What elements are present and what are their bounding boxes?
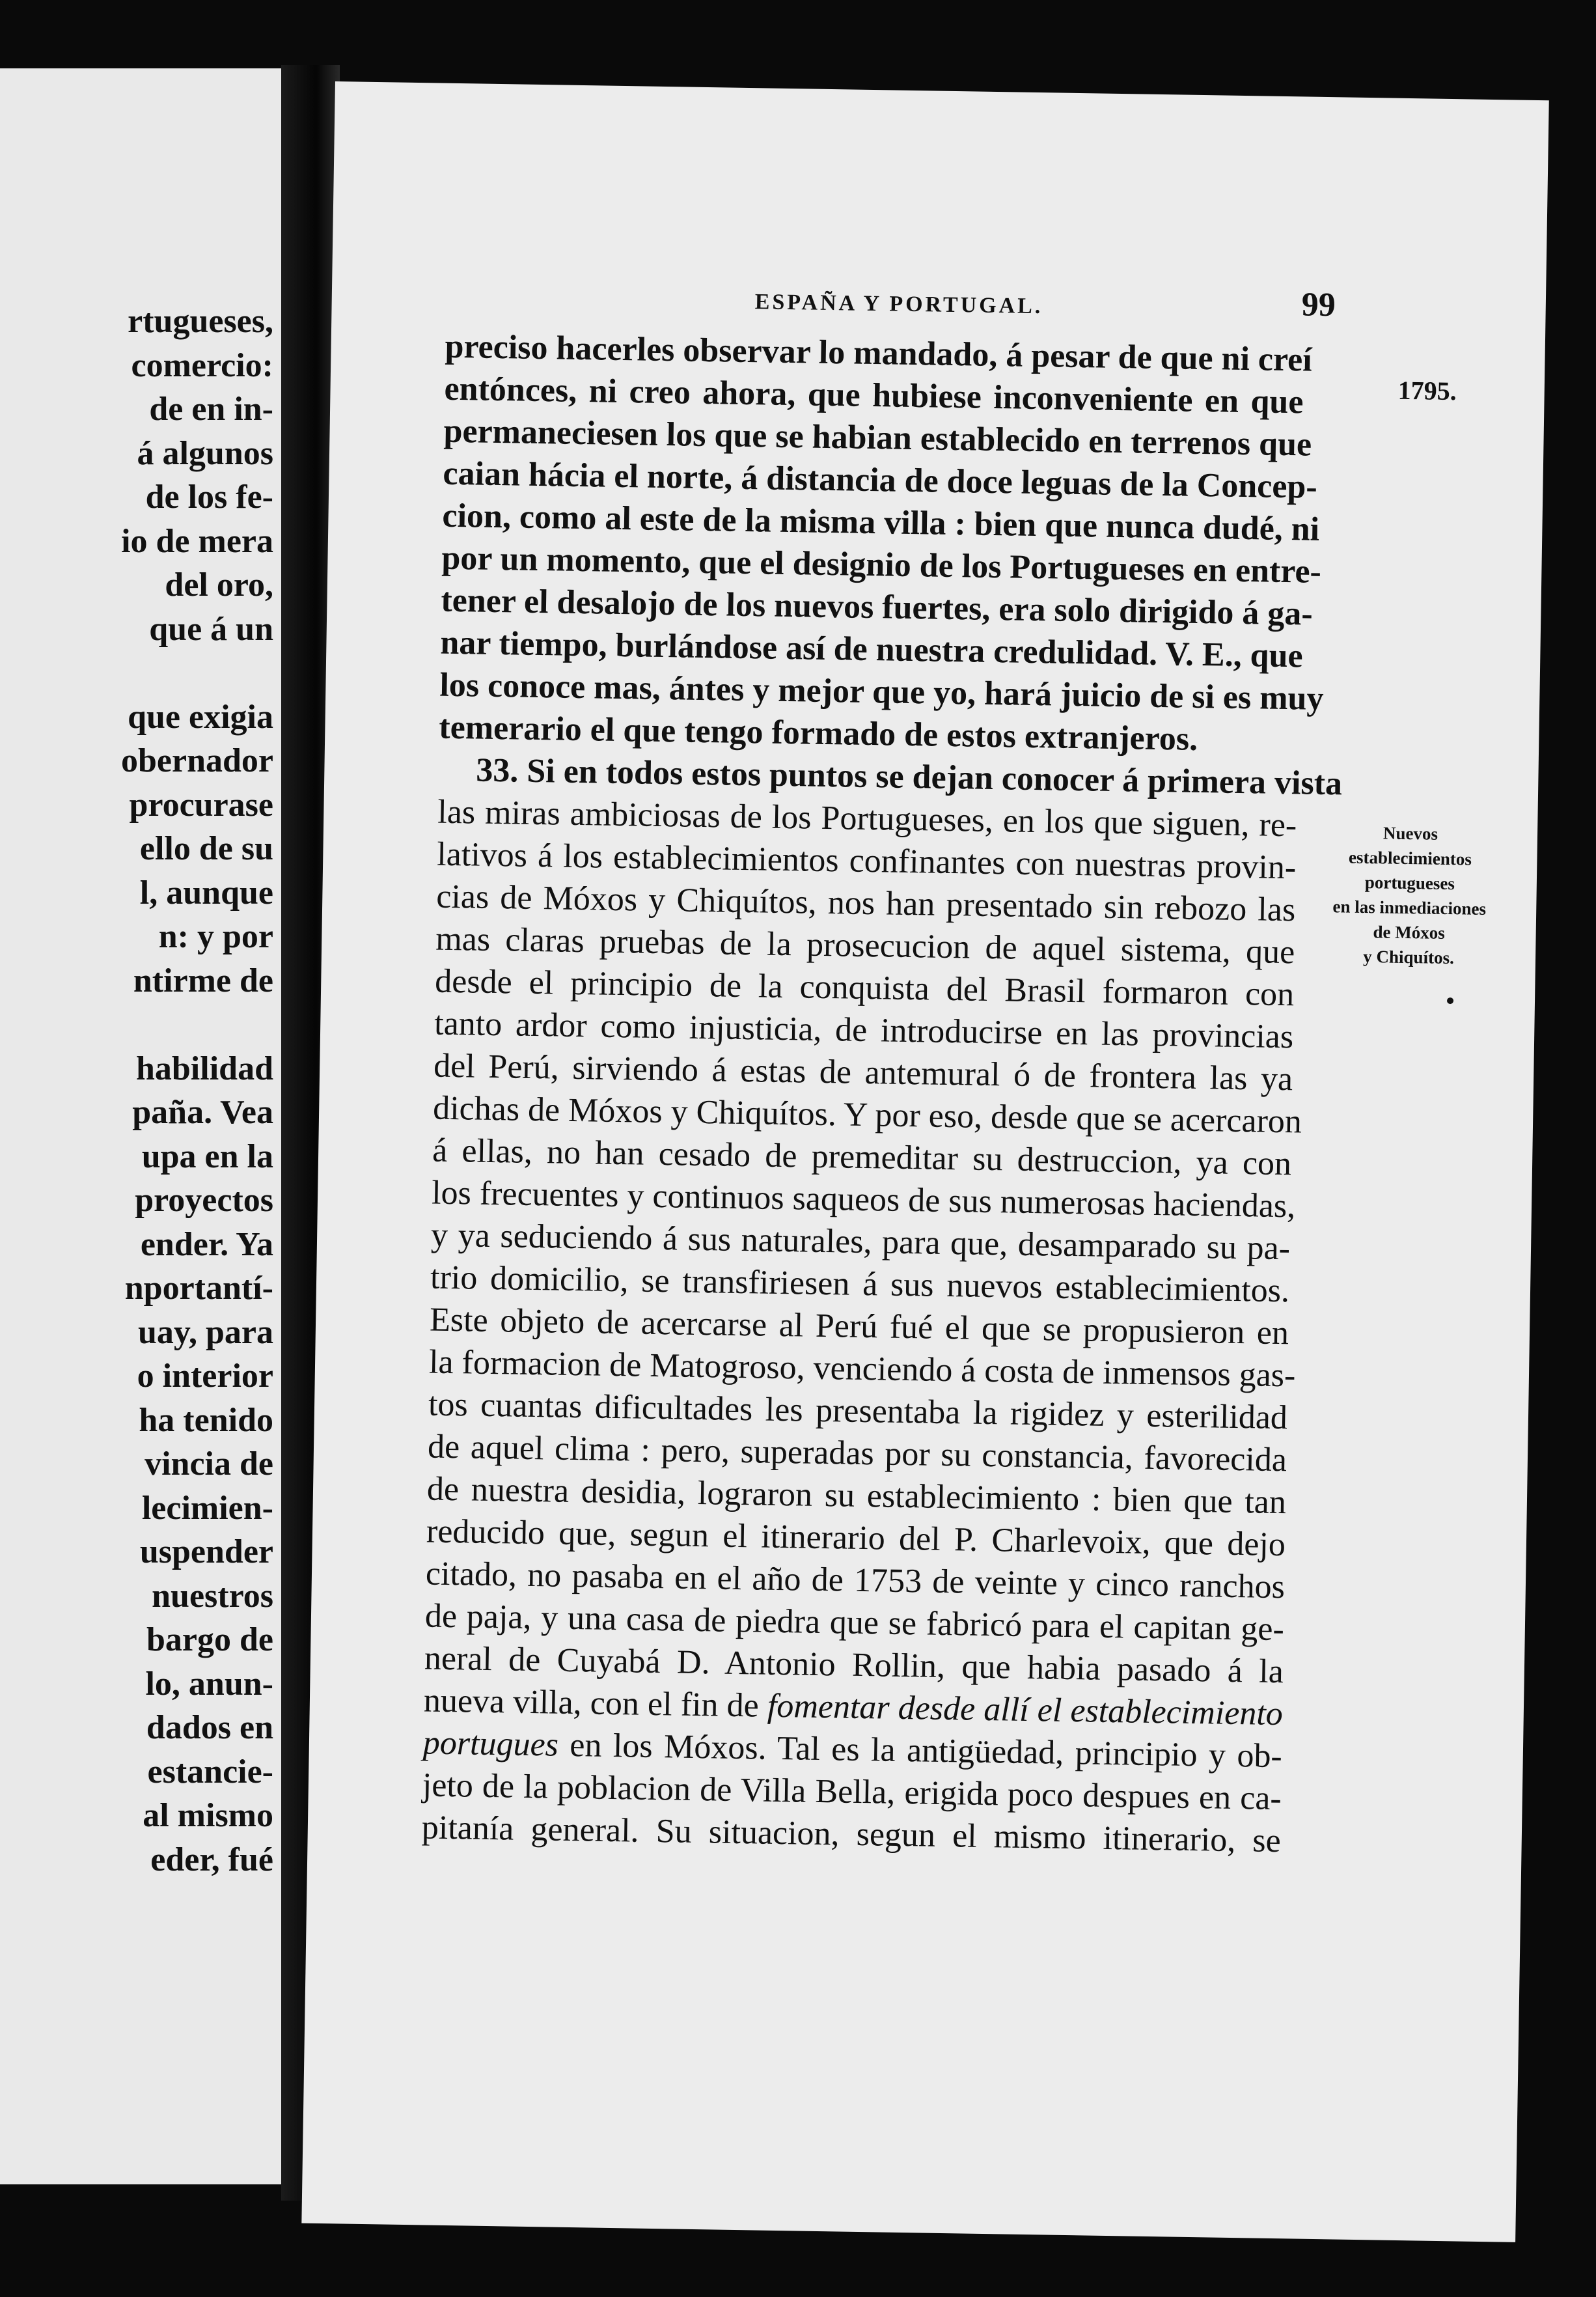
left-page-line xyxy=(0,651,273,695)
text-line: reducido que, segun el itinerario del P. Charlevoix, que dejo xyxy=(426,1512,1286,1564)
left-page-line: paña. Vea xyxy=(132,1094,273,1131)
text-line: dichas de Móxos y Chiquítos. Y por eso, desde que se acercaron xyxy=(432,1089,1302,1141)
left-page-line xyxy=(0,1003,273,1047)
text-line: tener el desalojo de los nuevos fuertes, era solo dirigido á ga- xyxy=(441,581,1314,633)
text-line: tos cuantas dificultades les presentaba la rigidez y esterilidad xyxy=(428,1385,1288,1437)
text-line: de nuestra desidia, lograron su establecimiento : bien que tan xyxy=(426,1470,1287,1522)
text-line: temerario el que tengo formado de estos extranjeros. xyxy=(438,708,1198,758)
text-line: lativos á los establecimientos confinantes con nuestras provin- xyxy=(436,835,1297,887)
left-page-line: proyectos xyxy=(135,1182,273,1219)
left-page-line: upa en la xyxy=(141,1137,273,1175)
text-line: tanto ardor como injusticia, de introducirse en las provincias xyxy=(433,1005,1294,1056)
left-page-line: que á un xyxy=(149,610,273,648)
text-line: mas claras pruebas de la prosecucion de aquel sistema, que xyxy=(435,920,1295,971)
left-page-line: al mismo xyxy=(143,1797,273,1834)
left-page-line: que exigia xyxy=(128,698,273,736)
text-line: los frecuentes y continuos saqueos de sus numerosas haciendas, xyxy=(431,1174,1296,1225)
left-page-line: procurase xyxy=(129,786,273,824)
left-page-line: vincia de xyxy=(144,1445,273,1483)
body-text xyxy=(421,326,1343,1862)
text-line: pitanía general. Su situacion, segun el mismo itinerario, se xyxy=(421,1809,1282,1860)
left-page-line: o interior xyxy=(137,1357,273,1395)
text-fragment: en los Móxos. Tal es la antigüedad, principio y ob- xyxy=(569,1726,1283,1775)
text-line: por un momento, que el designio de los Portugueses en entre- xyxy=(441,539,1322,591)
text-line: jeto de la poblacion de Villa Bella, erigida poco despues en ca- xyxy=(422,1766,1282,1818)
left-page-line: ender. Ya xyxy=(140,1225,273,1263)
left-page-line: ello de su xyxy=(139,830,273,867)
left-page-line: dados en xyxy=(146,1709,273,1746)
text-line: los conoce mas, ántes y mejor que yo, hará juicio de si es muy xyxy=(439,666,1324,717)
left-page-line: ntirme de xyxy=(133,962,273,999)
text-line: y ya seduciendo á sus naturales, para que, desamparado su pa- xyxy=(430,1216,1291,1268)
text-line: permaneciesen los que se habian establecido en terrenos que xyxy=(443,412,1312,464)
left-page-line: rtugueses, xyxy=(128,303,273,340)
left-page-line: bargo de xyxy=(146,1621,273,1658)
marginal-note-line: en las inmediaciones xyxy=(1332,897,1487,919)
text-line: preciso hacerles observar lo mandado, á pesar de que ni creí xyxy=(445,327,1313,379)
left-page-line: de los fe- xyxy=(145,479,273,516)
left-page-line: nportantí- xyxy=(124,1270,273,1307)
left-facing-page xyxy=(0,68,281,2184)
page-number: 99 xyxy=(1301,286,1336,324)
left-page-line: á algunos xyxy=(137,434,273,472)
text-line: á ellas, no han cesado de premeditar su destruccion, ya con xyxy=(432,1132,1292,1183)
left-page-line: de en in- xyxy=(149,391,273,428)
marginal-note xyxy=(1311,820,1509,971)
text-line: del Perú, sirviendo á estas de antemural ó de frontera las ya xyxy=(433,1047,1293,1098)
italic-quote: fomentar desde allí el establecimiento xyxy=(767,1687,1284,1733)
text-line: entónces, ni creo ahora, que hubiese inconveniente en que xyxy=(444,370,1304,421)
left-page-line: lo, anun- xyxy=(145,1665,273,1703)
left-page-line: ha tenido xyxy=(139,1401,273,1439)
left-page-text xyxy=(0,299,273,1882)
text-line: la formacion de Matogroso, venciendo á costa de inmensos gas- xyxy=(428,1343,1296,1395)
marginal-note-line: Nuevos xyxy=(1383,823,1438,844)
left-page-line: uspender xyxy=(139,1533,273,1570)
left-page-line: estancie- xyxy=(147,1753,273,1790)
text-line: cias de Móxos y Chiquítos, nos han presentado sin rebozo las xyxy=(435,878,1296,929)
left-page-line: nuestros xyxy=(152,1577,273,1615)
left-page-line: lecimien- xyxy=(141,1489,273,1527)
running-head: ESPAÑA Y PORTUGAL. xyxy=(754,290,1043,319)
text-line: nar tiempo, burlándose así de nuestra credulidad. V. E., que xyxy=(440,624,1304,675)
marginal-note-line: de Móxos xyxy=(1373,922,1446,943)
italic-quote: portugues xyxy=(422,1724,559,1764)
left-page-line: n: y por xyxy=(158,918,273,955)
paragraph-start-line: 33. Si en todos estos puntos se dejan conocer á primera vista xyxy=(475,751,1343,803)
text-line: las miras ambiciosas de los Portugueses, en los que siguen, re- xyxy=(437,793,1297,844)
text-line: Este objeto de acercarse al Perú fué el que se propusieron en xyxy=(429,1301,1289,1352)
left-page-line: uay, para xyxy=(137,1313,273,1351)
text-line: citado, no pasaba en el año de 1753 de veinte y cinco ranchos xyxy=(425,1555,1286,1606)
marginal-note-line: establecimientos xyxy=(1348,847,1472,869)
left-page-line: io de mera xyxy=(121,522,273,560)
marginal-note-line: y Chiquítos. xyxy=(1363,946,1455,968)
left-page-line: habilidad xyxy=(135,1050,273,1087)
text-line: cion, como al este de la misma villa : bien que nunca dudé, ni xyxy=(442,497,1320,548)
left-page-line: comercio: xyxy=(131,346,273,384)
text-line: trio domicilio, se transfiriesen á sus nuevos establecimientos. xyxy=(430,1259,1290,1310)
text-line: neral de Cuyabá D. Antonio Rollin, que habia pasado á la xyxy=(424,1639,1284,1691)
margin-year: 1795. xyxy=(1397,375,1457,406)
text-fragment: nueva villa, con el fin de xyxy=(423,1682,760,1725)
text-line: de aquel clima : pero, superadas por su constancia, favorecida xyxy=(427,1428,1287,1479)
speck-mark xyxy=(1447,997,1453,1004)
left-page-line: obernador xyxy=(121,742,273,779)
left-page-line: l, aunque xyxy=(139,874,273,912)
left-page-line: del oro, xyxy=(165,566,273,604)
main-page xyxy=(301,81,1548,2242)
text-line: de paja, y una casa de piedra que se fabricó para el capitan ge- xyxy=(424,1597,1285,1649)
left-page-line: eder, fué xyxy=(150,1841,273,1878)
text-line: desde el principio de la conquista del Brasil formaron con xyxy=(434,962,1295,1014)
marginal-note-line: portugueses xyxy=(1364,872,1455,894)
text-line: caian hácia el norte, á distancia de doce leguas de la Concep- xyxy=(443,454,1318,506)
